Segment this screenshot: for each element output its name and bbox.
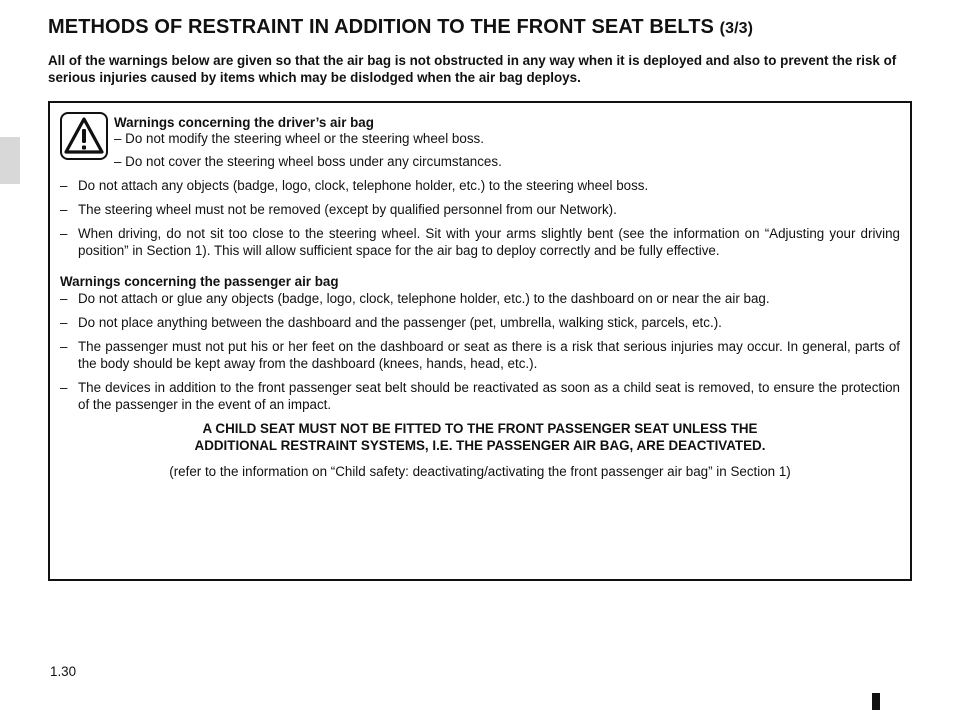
- driver-warning-item: – Do not modify the steering wheel or the steering wheel boss.: [114, 131, 484, 146]
- driver-warning-item: – Do not cover the steering wheel boss under any circumstances.: [114, 154, 502, 169]
- passenger-warning-item: [60, 338, 900, 372]
- passenger-warnings-title: Warnings concerning the passenger air bag: [60, 274, 339, 289]
- driver-warning-item: [60, 225, 900, 259]
- passenger-warning-item: [60, 290, 900, 307]
- child-seat-notice-line: ADDITIONAL RESTRAINT SYSTEMS, I.E. THE PASSENGER AIR BAG, ARE DEACTIVATED.: [194, 438, 766, 453]
- intro-paragraph: All of the warnings below are given so that the air bag is not obstructed in any way when it is deployed and also to prevent the risk of serious injuries caused by items which may be dislodged when the air bag deploys.: [48, 53, 897, 85]
- driver-warning-item: [60, 177, 900, 194]
- page-title-part: (3/3): [719, 20, 754, 37]
- list-item-text: Do not place anything between the dashboard and the passenger (pet, umbrella, walking stick, parcels, etc.).: [78, 315, 722, 330]
- list-item-text: When driving, do not sit too close to the steering wheel. Sit with your arms slightly bent (see the information on “Adjusting your driving position” in Section 1). This will allow sufficient space for the air bag to deploy correctly and be fully effective.: [78, 226, 900, 258]
- warning-box: [48, 101, 912, 581]
- list-dash: –: [60, 315, 68, 330]
- page-title-text: METHODS OF RESTRAINT IN ADDITION TO THE FRONT SEAT BELTS: [48, 16, 714, 38]
- passenger-warning-item: [60, 314, 900, 331]
- section-tab-marker: [0, 137, 20, 184]
- list-item-text: Do not attach or glue any objects (badge, logo, clock, telephone holder, etc.) to the dashboard on or near the air bag.: [78, 291, 770, 306]
- list-dash: –: [60, 380, 68, 395]
- list-item-text: The devices in addition to the front passenger seat belt should be reactivated as soon as a child seat is removed, to ensure the protection of the passenger in the event of an impact.: [78, 380, 900, 412]
- section-reference: (refer to the information on “Child safety: deactivating/activating the front passenger air bag” in Section 1): [169, 464, 791, 479]
- page-title: [48, 16, 753, 39]
- list-item-text: Do not attach any objects (badge, logo, clock, telephone holder, etc.) to the steering wheel boss.: [78, 178, 649, 193]
- child-seat-notice: [60, 420, 900, 454]
- list-item-text: The steering wheel must not be removed (except by qualified personnel from our Network).: [78, 202, 617, 217]
- list-item-text: The passenger must not put his or her feet on the dashboard or seat as there is a risk that serious injuries may occur. In general, parts of the body should be kept away from the dashboard (knees, hands, head, etc.).: [78, 339, 900, 371]
- list-dash: –: [60, 291, 68, 306]
- list-dash: –: [60, 178, 68, 193]
- warnings-body: [60, 177, 900, 480]
- page-number: 1.30: [50, 664, 77, 679]
- list-dash: –: [60, 202, 68, 217]
- list-dash: –: [60, 339, 68, 354]
- driver-warning-item: [60, 201, 900, 218]
- child-seat-notice-line: A CHILD SEAT MUST NOT BE FITTED TO THE FRONT PASSENGER SEAT UNLESS THE: [202, 421, 758, 436]
- warning-triangle-icon: [60, 112, 108, 160]
- driver-warnings-title: Warnings concerning the driver’s air bag: [114, 115, 374, 130]
- list-dash: –: [60, 226, 68, 241]
- corner-mark: [872, 693, 880, 710]
- passenger-warning-item: [60, 379, 900, 413]
